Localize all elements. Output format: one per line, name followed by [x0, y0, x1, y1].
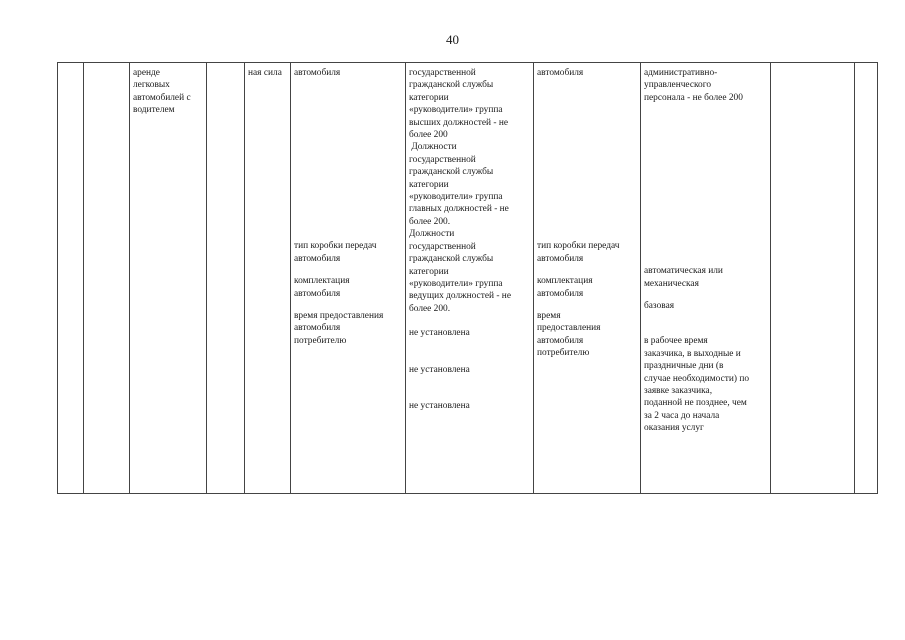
cell-col1 [58, 63, 84, 494]
cell-service-name [130, 63, 207, 494]
cell-col4 [207, 63, 245, 494]
cell-col10 [771, 63, 855, 494]
page-number: 40 [446, 32, 459, 47]
col5-text: ная сила [248, 68, 282, 78]
cell-characteristics-2 [534, 63, 641, 494]
characteristic-config: комплектация автомобиля [294, 276, 350, 299]
value-not-set-2: не установлена [409, 364, 470, 375]
cell-characteristics [291, 63, 406, 494]
characteristic2-config: комплектация автомобиля [537, 276, 593, 299]
values2-config: базовая [644, 301, 675, 312]
characteristic-top: автомобиля [294, 68, 341, 78]
values2-time: в рабочее время заказчика, в выходные и праздничные дни (в случае необходимости) по заявке заказчика, поданной не позднее, чем за 2 часа до начала оказания услуг [644, 336, 750, 434]
cell-values-2 [641, 63, 771, 494]
cell-col2 [84, 63, 130, 494]
characteristic2-top: автомобиля [537, 68, 584, 78]
values2-top: административно- управленческого персонала - не более 200 [644, 68, 743, 103]
values2-gearbox: автоматическая или механическая [644, 266, 723, 289]
value-not-set-3: не установлена [409, 400, 470, 411]
regulation-table [57, 62, 878, 494]
position-values-text: государственной гражданской службы категории «руководители» группа высших должностей - не более 200 Должности государственной гражданской службы категории «руководители» группа главных должностей - не более 200. Должности государственной гражданской службы категории «руководители» группа ведущих должностей - не более 200. [409, 68, 511, 314]
characteristic-gearbox: тип коробки передач автомобиля [294, 241, 377, 264]
cell-col11 [855, 63, 878, 494]
characteristic-time: время предоставления автомобиля потребителю [294, 311, 384, 346]
value-not-set-1: не установлена [409, 328, 470, 339]
characteristic2-gearbox: тип коробки передач автомобиля [537, 241, 620, 264]
characteristic2-time: время предоставления автомобиля потребителю [537, 311, 601, 359]
service-name-text: аренде легковых автомобилей с водителем [133, 68, 191, 116]
cell-col5 [245, 63, 291, 494]
cell-position-values [406, 63, 534, 494]
